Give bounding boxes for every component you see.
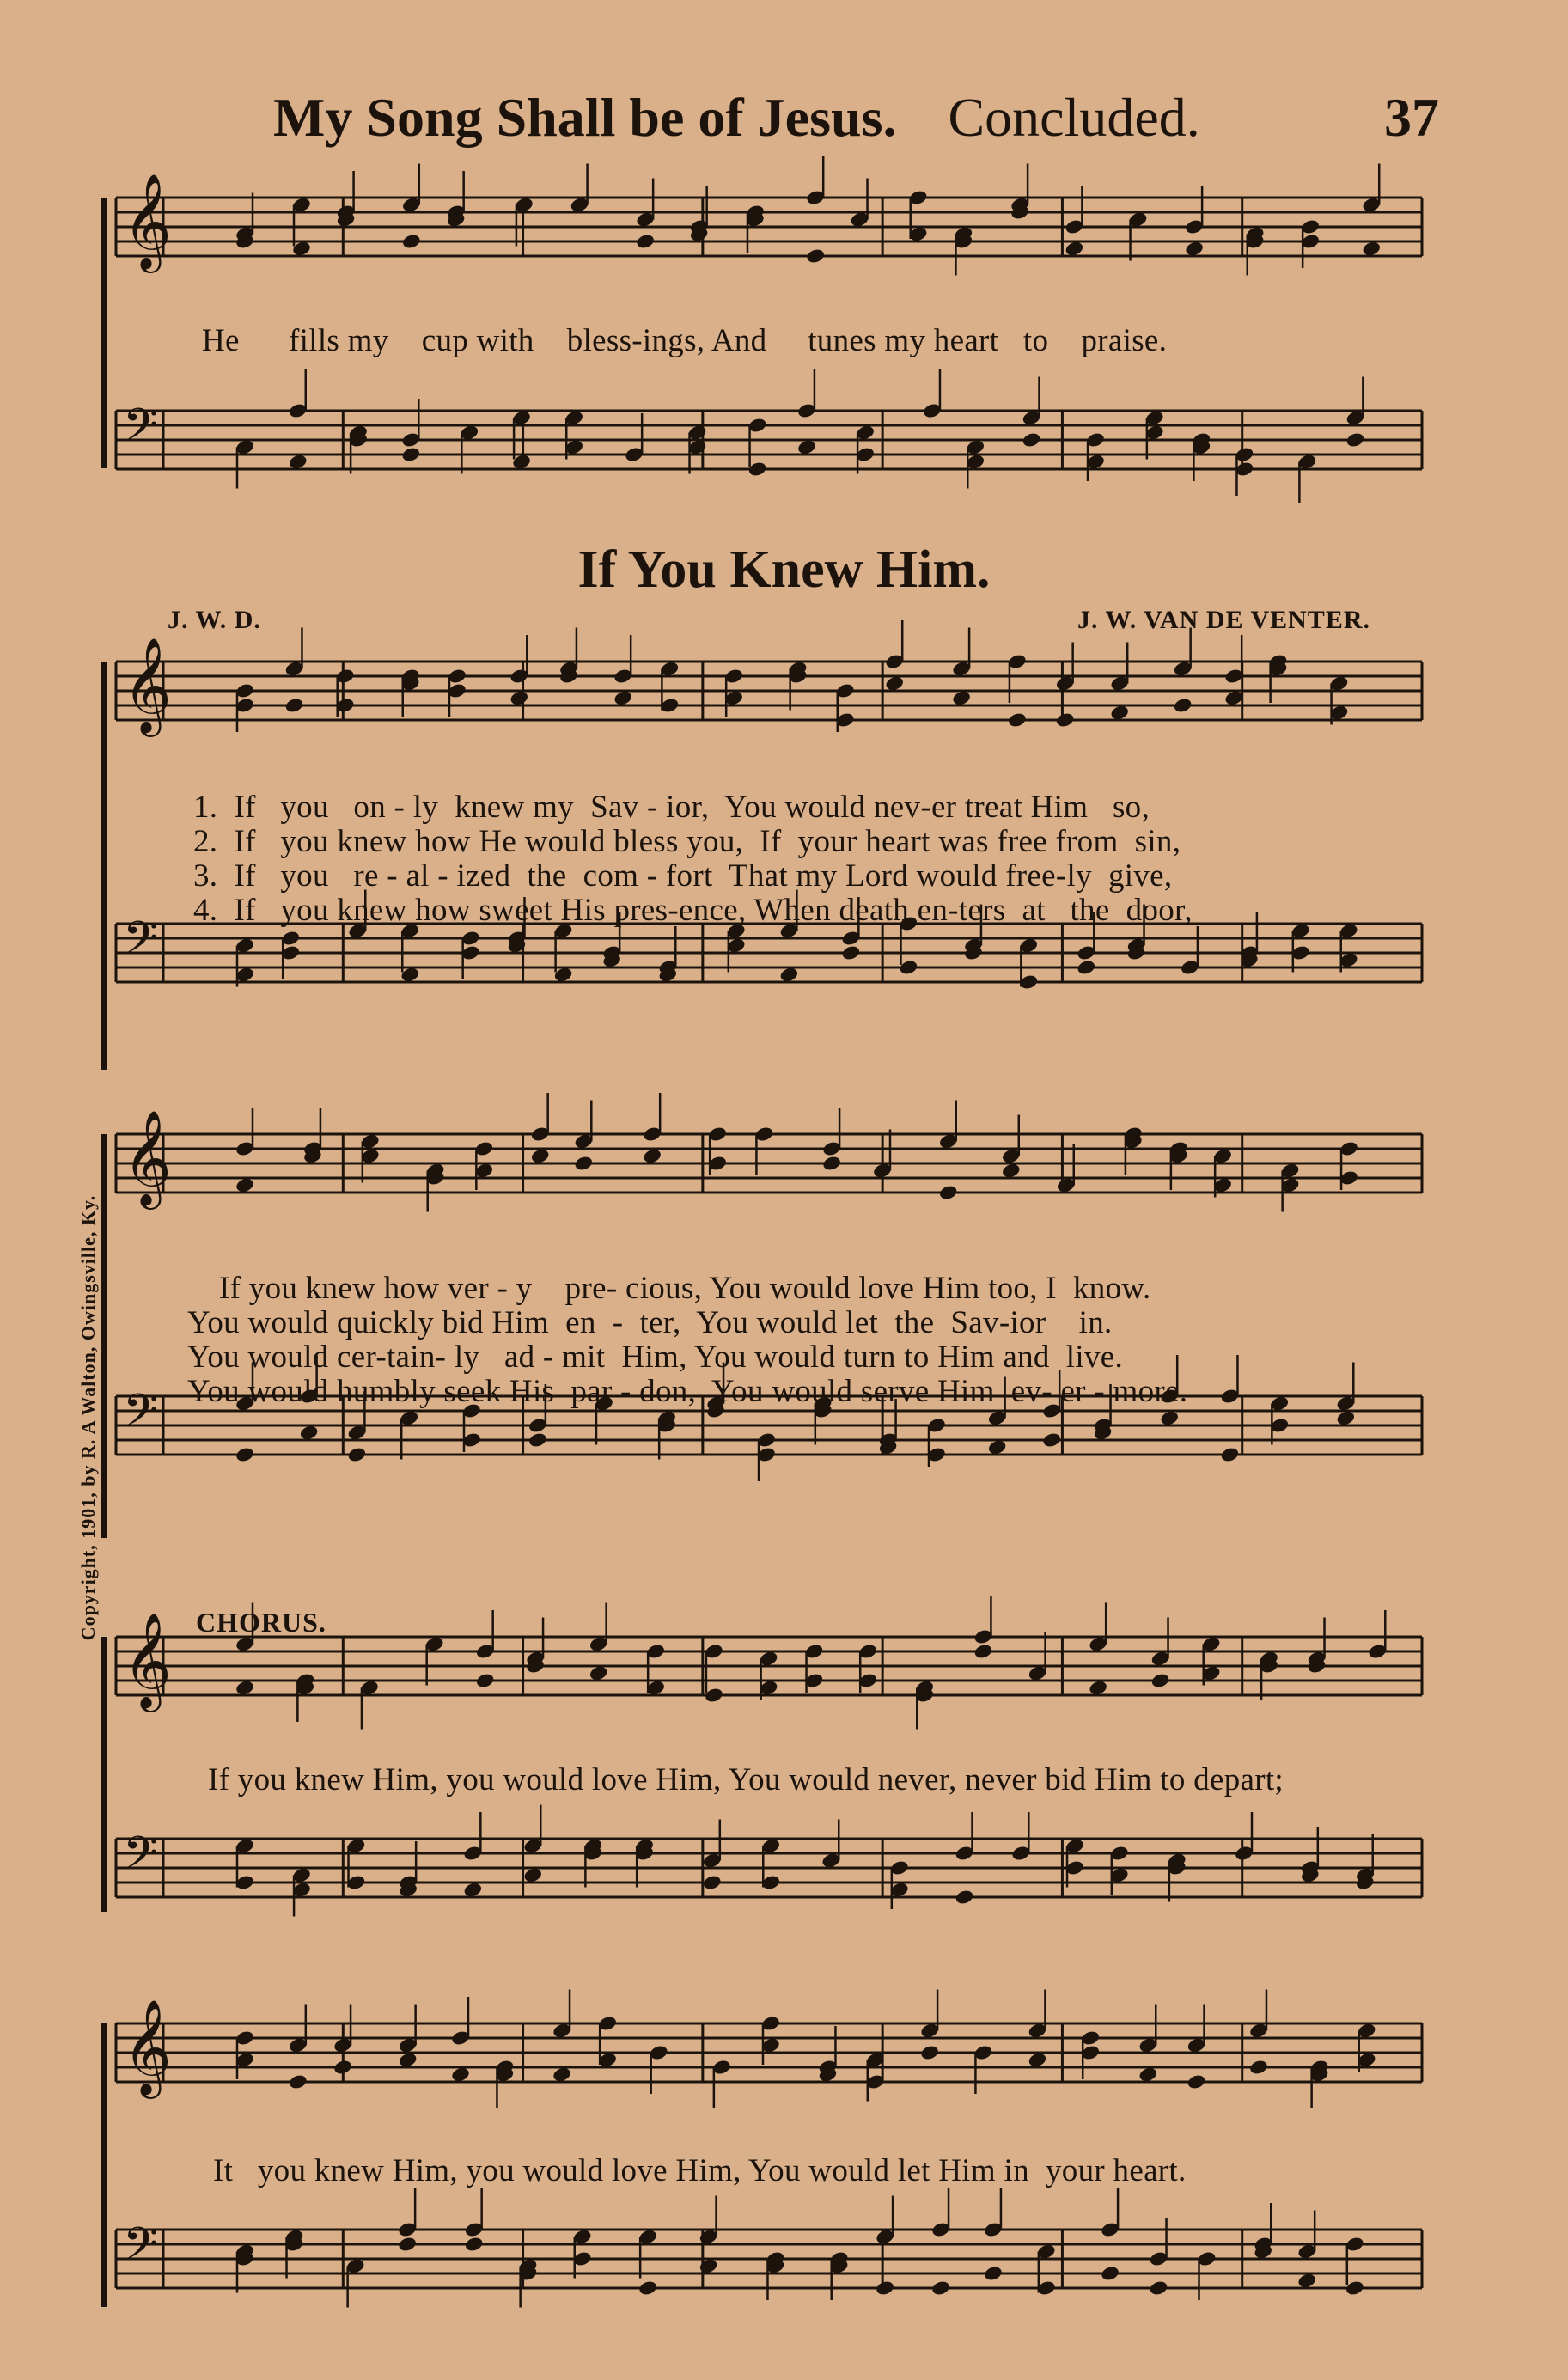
verse-line-4: 4. If you knew how sweet His pres-ence, When death en-ters at the door,: [193, 893, 1193, 928]
verse-line-2: 2. If you knew how He would bless you, If your heart was free from sin,: [193, 824, 1181, 859]
verse-line-3: 3. If you re - al - ized the com - fort That my Lord would free-ly give,: [193, 858, 1173, 894]
verse-cont-line-2: You would quickly bid Him en - ter, You would let the Sav-ior in.: [187, 1305, 1113, 1340]
chorus-line-1: If you knew Him, you would love Him, You would never, never bid Him to depart;: [208, 1762, 1284, 1797]
svg-text:𝄞: 𝄞: [123, 173, 172, 269]
page-header: [273, 86, 1439, 150]
chorus-line-2: It you knew Him, you would love Him, You would let Him in your heart.: [213, 2153, 1187, 2188]
svg-text:𝄞: 𝄞: [123, 637, 172, 733]
words-credit: J. W. D.: [168, 606, 261, 634]
verse-cont-line-1: If you knew how ver - y pre- cious, You would love Him too, I know.: [219, 1271, 1151, 1306]
svg-text:𝄢: 𝄢: [123, 1385, 159, 1449]
lyric-line-top: He fills my cup with bless-ings, And tunes my heart to praise.: [202, 323, 1168, 358]
chorus-label: CHORUS.: [196, 1607, 326, 1638]
verse-line-1: 1. If you on - ly knew my Sav - ior, You would nev-er treat Him so,: [193, 790, 1150, 825]
svg-text:𝄢: 𝄢: [123, 912, 159, 976]
concluded-label: Concluded.: [948, 87, 1200, 148]
svg-text:𝄞: 𝄞: [123, 1999, 172, 2095]
copyright-notice: Copyright, 1901, by R. A Walton, Owingsville, Ky.: [77, 1194, 99, 1641]
verse-cont-line-3: You would cer-tain- ly ad - mit Him, You would turn to Him and live.: [187, 1340, 1124, 1375]
svg-text:𝄞: 𝄞: [123, 1612, 172, 1708]
verse-cont-line-4: You would humbly seek His par - don, You would serve Him ev- er - more.: [187, 1374, 1188, 1409]
svg-text:𝄢: 𝄢: [123, 1828, 159, 1891]
running-title: My Song Shall be of Jesus.: [273, 87, 897, 148]
svg-text:𝄢: 𝄢: [123, 400, 159, 463]
svg-text:𝄢: 𝄢: [123, 2218, 159, 2282]
song-title: If You Knew Him.: [577, 540, 991, 599]
music-credit: J. W. VAN DE VENTER.: [1077, 606, 1370, 634]
page-number: 37: [1384, 87, 1439, 148]
svg-text:𝄞: 𝄞: [123, 1109, 172, 1205]
